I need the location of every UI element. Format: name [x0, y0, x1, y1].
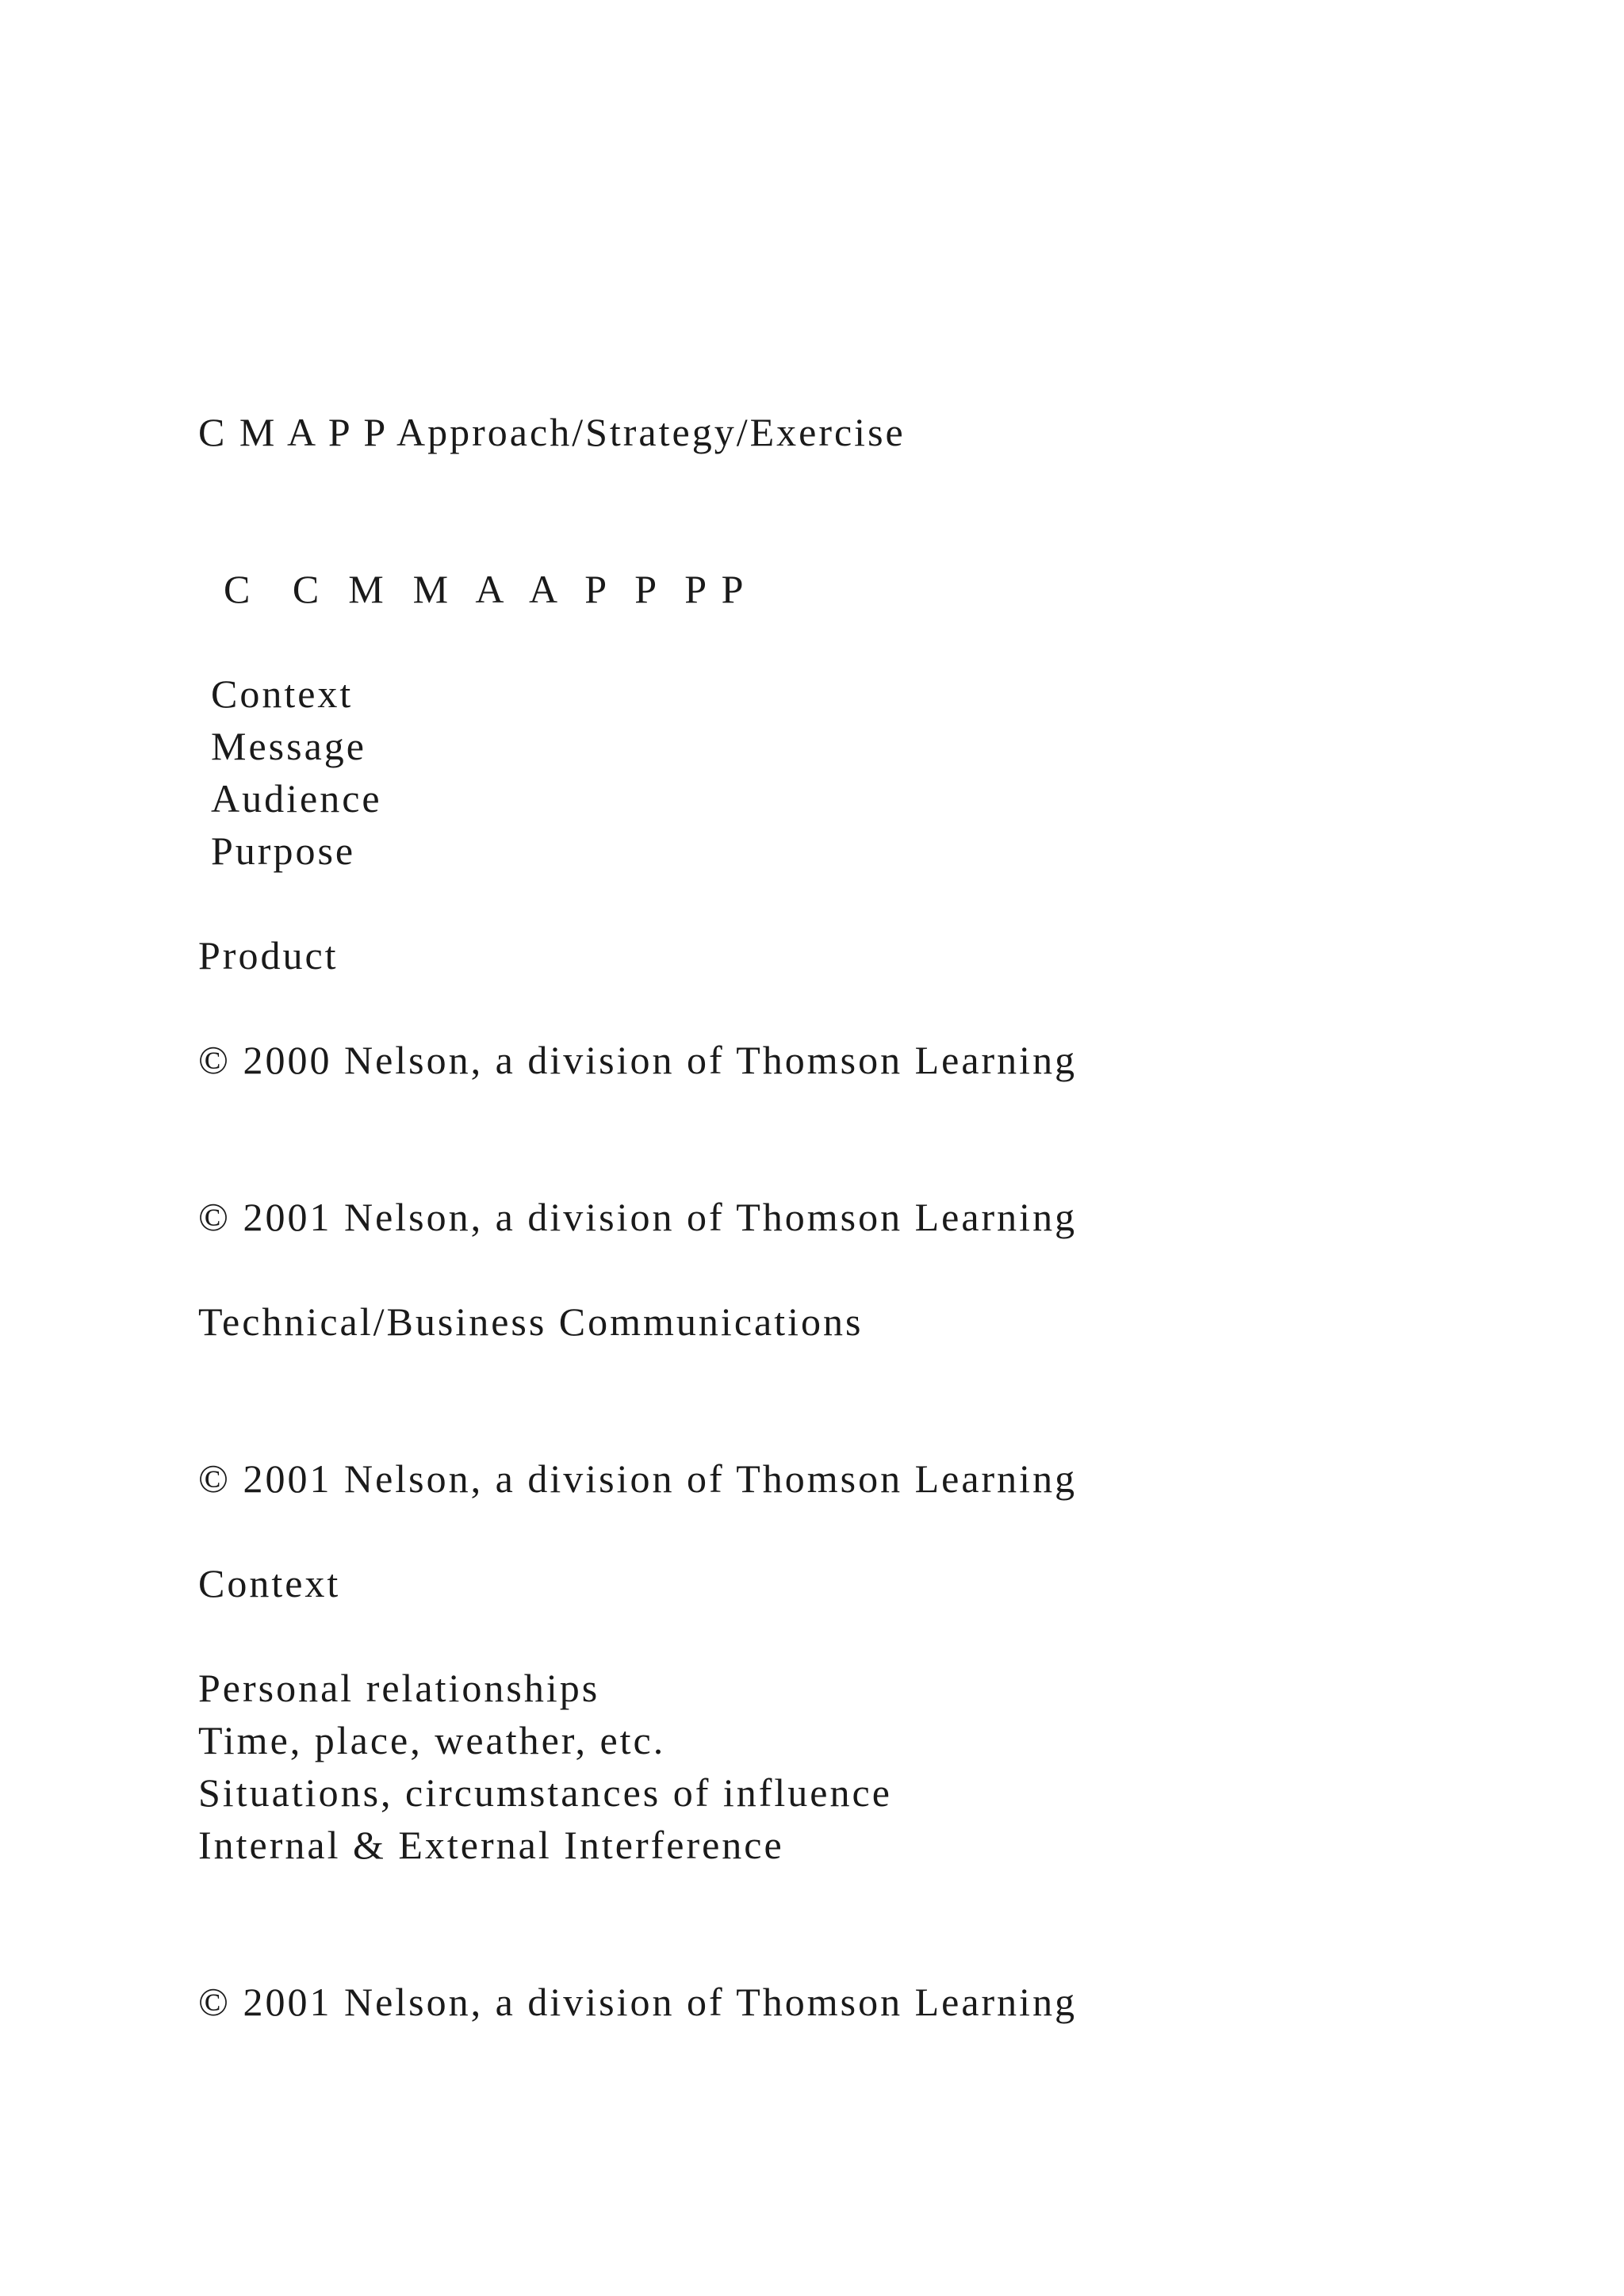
document-title: C M A P P Approach/Strategy/Exercise	[198, 410, 906, 454]
context-heading: Context	[198, 1561, 341, 1605]
copyright-2001-second: © 2001 Nelson, a division of Thomson Learning	[198, 1456, 1078, 1501]
cmapp-letters-row: C C M M A A P P P P	[224, 567, 747, 611]
element-purpose: Purpose	[211, 828, 356, 873]
element-audience: Audience	[211, 776, 382, 821]
product-label: Product	[198, 933, 339, 978]
copyright-2001-third: © 2001 Nelson, a division of Thomson Learning	[198, 1980, 1078, 2024]
context-item: Situations, circumstances of influence	[198, 1770, 892, 1815]
copyright-2001-first: © 2001 Nelson, a division of Thomson Learning	[198, 1195, 1078, 1239]
context-item: Personal relationships	[198, 1666, 600, 1710]
copyright-2000: © 2000 Nelson, a division of Thomson Learning	[198, 1038, 1078, 1082]
section-subtitle: Technical/Business Communications	[198, 1299, 864, 1344]
element-context: Context	[211, 672, 354, 716]
context-item: Internal & External Interference	[198, 1823, 784, 1867]
context-item: Time, place, weather, etc.	[198, 1718, 666, 1762]
element-message: Message	[211, 724, 366, 768]
